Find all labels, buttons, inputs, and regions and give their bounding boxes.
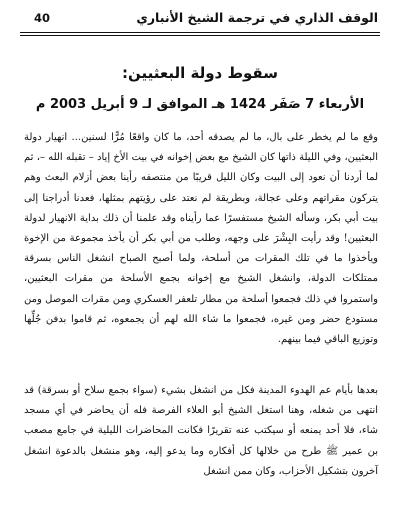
header-rule-bottom <box>20 35 380 36</box>
body-paragraph-1: وقع ما لم يخطر على بال، ما لم يصدقه أحد، ما كان واقعًا مُرًّا لسنين... انهيار دولة البعثيين، وفي الليلة ذاتها كان الشيخ مع بعض إخوانه في بيت الأخ إياد – تقبله الله –، ثم لما أردنا أن نعود إلى البيت وكان الليل قريبًا من منتصفه رأينا بعض أزلام البعث وهم يتركون مقراتهم وعلى عجالة، وبطريقة لم نعتد على رؤيتهم بمثلها، فعدنا أدراجنا إلى بيت أبي بكر، وسأله الشيخ مستفسرًا عما رأيناه وقد علمنا أن ذلك بداية الانهيار لدولة البعثيين! وقد رأيت البِشْرَ على وجهه، وطلب من أبي بكر أن يأخذ مجموعة من الإخوة ويأخذوا ما في تلك المقرات من أسلحة، ولما أصبح الصباح انشغل الناس بسرقة ممتلكات الدولة، وانشغل الشيخ مع إخوانه بجمع الأسلحة من مقرات البعثيين، واستمروا في ذلك فجمعوا أسلحة من مطار تلعفر العسكري ومن مقرات الموصل ومن مستودع حضر ومن غيره، فجمعوا ما شاء الله لهم أن يجمعوه، ثم قاموا بدفن جُلِّها وتوزيع الباقي فيما بينهم. <box>24 132 378 346</box>
running-title: الوقف الذاري في ترجمة الشيخ الأنباري <box>136 10 378 25</box>
date-line: الأربعاء 7 صَفَر 1424 هـ الموافق لـ 9 أبريل 2003 م <box>35 97 365 112</box>
header-rule-top <box>20 32 380 33</box>
page-number: 40 <box>34 11 51 25</box>
section-heading: سقوط دولة البعثيين: <box>122 64 278 82</box>
page-header <box>22 6 378 34</box>
body-paragraph-2: بعدها بأيام عم الهدوء المدينة فكل من انشغل بشيء (سواء بجمع سلاح أو بسرقة) قد انتهى من شغله، وهنا استغل الشيخ أبو العلاء الفرصة فله أن يحاضر في أي مسجد شاء، فلا أحد يمنعه أو سيكتب عنه تقريرًا فكانت المحاضرات الليلية في جامع مصعب بن عمير ﷺ طرح من خلالها كل أفكاره وما يدعو إليه، وهو منشغل بالدعوة انشغل آخرون بتشكيل الأحزاب، وكان ممن انشغل <box>24 385 378 477</box>
